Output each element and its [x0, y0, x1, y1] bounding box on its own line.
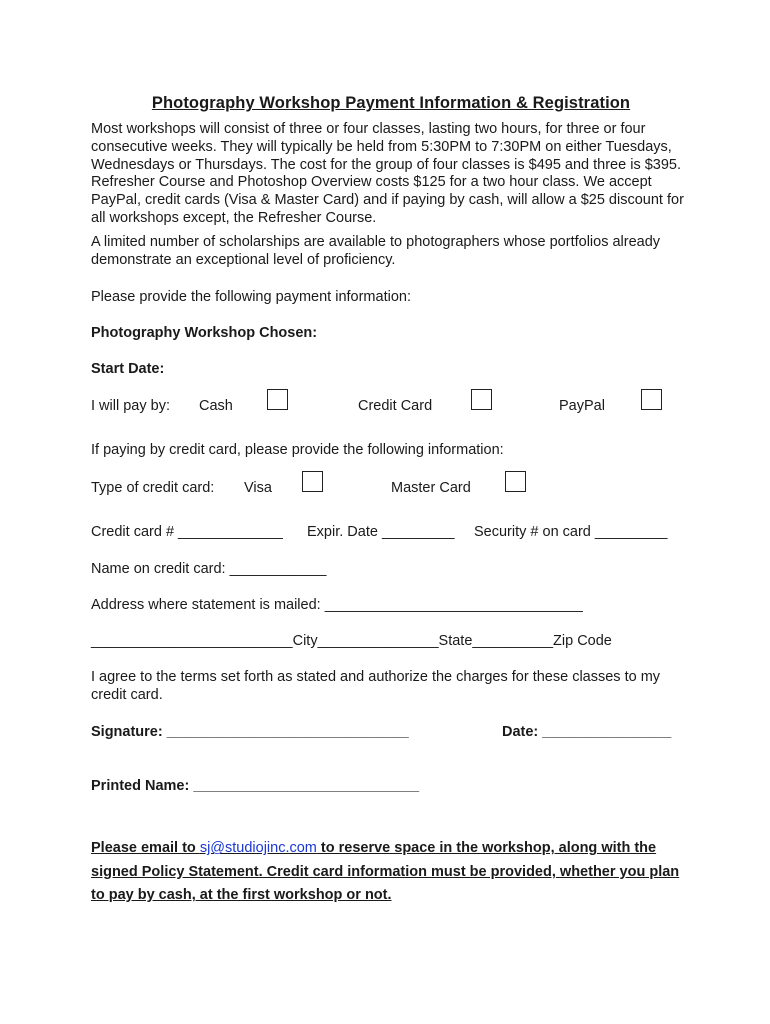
printed-name-field[interactable]: Printed Name: ____________________________ — [91, 778, 420, 795]
visa-checkbox[interactable] — [302, 471, 323, 492]
security-number-field[interactable]: Security # on card _________ — [474, 524, 668, 541]
registration-form — [91, 94, 691, 908]
cash-checkbox[interactable] — [267, 389, 288, 410]
address-field[interactable]: Address where statement is mailed: ________________________________ — [91, 597, 583, 614]
document-title: Photography Workshop Payment Information & Registration — [151, 94, 631, 112]
credit-card-checkbox[interactable] — [471, 389, 492, 410]
credit-card-prompt: If paying by credit card, please provide the following information: — [91, 442, 504, 459]
intro-paragraph: Most workshops will consist of three or four classes, lasting two hours, for three or four consecutive weeks. They will typically be held from 5:30PM to 7:30PM on either Tuesdays, Wednesdays or Thursdays. The cost for the group of four classes is $495 and three is $395. Refresher Course and Photoshop Overview costs $125 for a two hour class. We accept PayPal, credit cards (Visa & Master Card) and if paying by cash, will allow a $25 discount for all workshops except, the Refresher Course. — [91, 121, 684, 226]
agreement-text: I agree to the terms set forth as stated and authorize the charges for these classes to my credit card. — [91, 669, 661, 703]
master-card-checkbox[interactable] — [505, 471, 526, 492]
card-type-label: Type of credit card: — [91, 480, 215, 497]
credit-card-number-field[interactable]: Credit card # _____________ — [91, 524, 283, 541]
city-state-zip-field[interactable]: _________________________City_______________State__________Zip Code — [91, 633, 612, 650]
signature-row — [91, 722, 691, 742]
date-field[interactable]: Date: ________________ — [502, 724, 672, 741]
scholarship-paragraph: A limited number of scholarships are available to photographers whose portfolios already demonstrate an exceptional level of proficiency. — [91, 233, 661, 268]
signature-field[interactable]: Signature: ______________________________ — [91, 724, 409, 741]
email-link[interactable]: sj@studiojinc.com — [199, 840, 317, 857]
credit-card-label: Credit Card — [358, 398, 433, 415]
pay-by-label: I will pay by: — [91, 398, 170, 415]
workshop-chosen-field[interactable]: Photography Workshop Chosen: — [91, 325, 318, 342]
start-date-field[interactable]: Start Date: — [91, 361, 165, 378]
paypal-checkbox[interactable] — [641, 389, 662, 410]
cash-label: Cash — [199, 398, 233, 415]
pay-by-row — [91, 396, 691, 416]
card-details-row — [91, 522, 691, 542]
expiry-date-field[interactable]: Expir. Date _________ — [307, 524, 455, 541]
paypal-label: PayPal — [559, 398, 605, 415]
master-card-label: Master Card — [391, 480, 471, 497]
email-instructions: Please email to sj@studiojinc.com to reserve space in the workshop, along with the signed Policy Statement. Credit card information must be provided, whether you plan to pay by cash, at the first workshop or not. — [91, 840, 680, 904]
card-type-row — [91, 478, 691, 498]
name-on-card-field[interactable]: Name on credit card: ____________ — [91, 561, 327, 578]
visa-label: Visa — [244, 480, 272, 497]
payment-prompt: Please provide the following payment information: — [91, 289, 411, 306]
